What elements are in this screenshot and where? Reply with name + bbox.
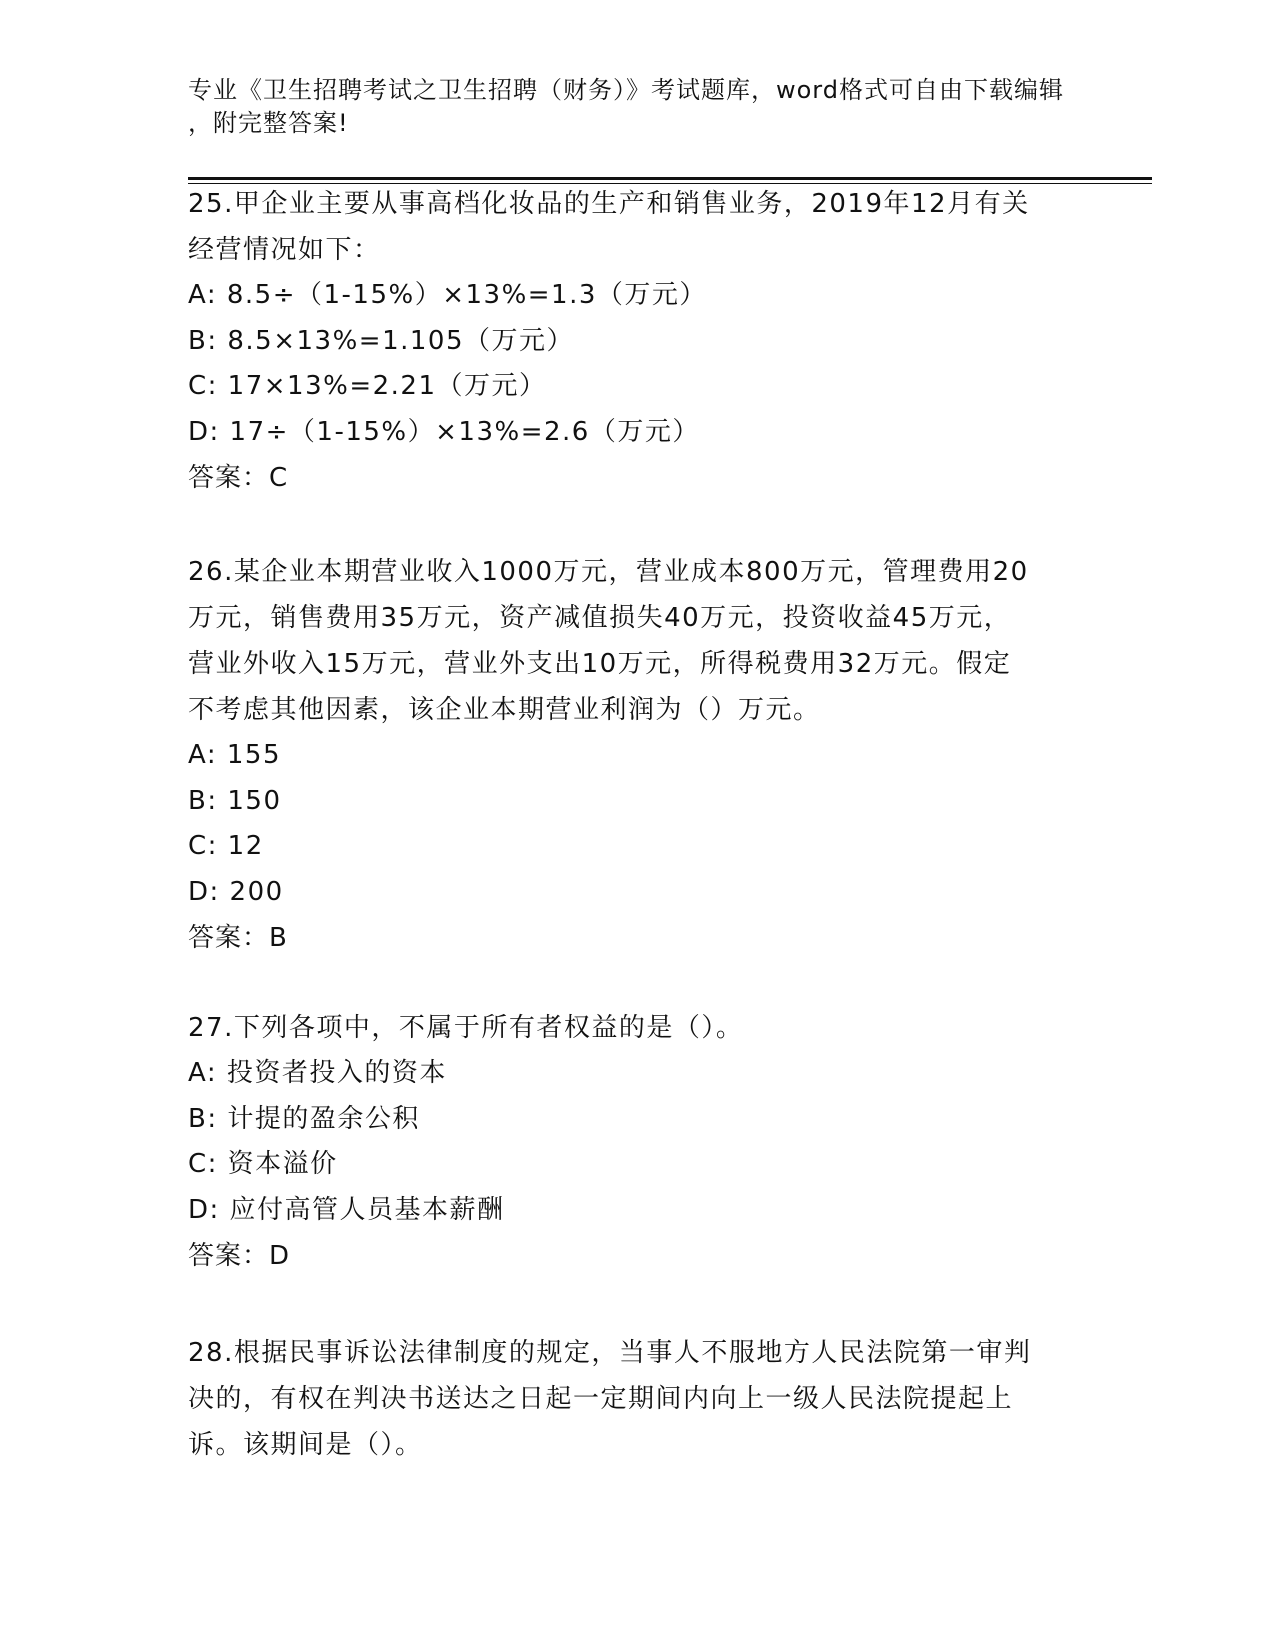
option-b: B: 计提的盈余公积 [188,1103,420,1134]
question-stem-line: 26.某企业本期营业收入1000万元，营业成本800万元，管理费用20 [188,557,1029,587]
option-c: C: 12 [188,831,264,861]
option-a: A: 投资者投入的资本 [188,1058,447,1088]
document-header [188,74,1088,140]
option-a: A: 155 [188,740,281,770]
header-line-2: ，附完整答案! [188,109,349,137]
question-stem-line: 营业外收入15万元，营业外支出10万元，所得税费用32万元。假定 [188,649,1012,679]
question-26 [188,549,1088,961]
question-stem-line: 25.甲企业主要从事高档化妆品的生产和销售业务，2019年12月有关 [188,189,1030,219]
question-stem-line: 万元，销售费用35万元，资产减值损失40万元，投资收益45万元， [188,603,1012,633]
option-d: D: 17÷（1-15%）×13%=2.6（万元） [188,416,700,447]
question-stem-line: 28.根据民事诉讼法律制度的规定，当事人不服地方人民法院第一审判 [188,1338,1032,1368]
answer-label: 答案：D [188,1241,291,1271]
answer-label: 答案：C [188,463,289,493]
option-a: A: 8.5÷（1-15%）×13%=1.3（万元） [188,280,707,310]
question-stem-line: 决的，有权在判决书送达之日起一定期间内向上一级人民法院提起上 [188,1384,1014,1414]
option-d: D: 200 [188,876,284,907]
question-stem [188,1330,1088,1468]
option-c: C: 17×13%=2.21（万元） [188,371,547,401]
question-stem-line: 不考虑其他因素，该企业本期营业利润为（）万元。 [188,695,821,725]
question-25 [188,181,1088,501]
option-d: D: 应付高管人员基本薪酬 [188,1194,505,1225]
question-27 [188,1005,1088,1279]
header-line-1: 专业《卫生招聘考试之卫生招聘（财务）》考试题库，word格式可自由下载编辑 [188,76,1064,104]
question-stem [188,1005,1088,1051]
option-b: B: 8.5×13%=1.105（万元） [188,325,575,356]
option-b: B: 150 [188,785,282,816]
option-c: C: 资本溢价 [188,1149,338,1179]
question-stem [188,181,1088,273]
question-stem-line: 诉。该期间是（）。 [188,1430,423,1460]
question-28 [188,1330,1088,1468]
question-stem-line: 27.下列各项中，不属于所有者权益的是（）。 [188,1013,744,1043]
question-stem [188,549,1088,733]
header-divider-thick [188,177,1152,180]
question-stem-line: 经营情况如下： [188,235,381,265]
answer-label: 答案：B [188,923,288,953]
